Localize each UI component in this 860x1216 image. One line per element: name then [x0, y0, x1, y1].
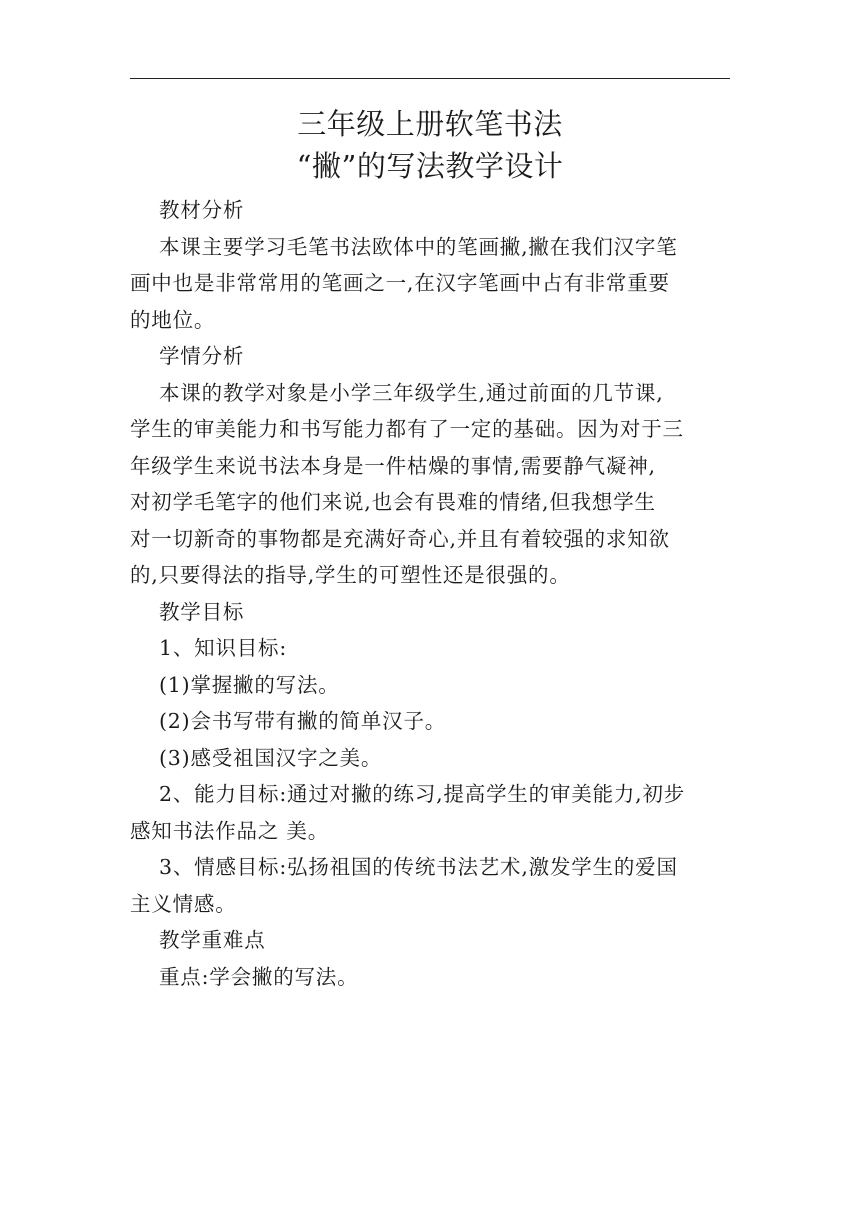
paragraph-line: 对一切新奇的事物都是充满好奇心,并且有着较强的求知欲	[130, 526, 670, 551]
paragraph-line: 2、能力目标:通过对撇的练习,提高学生的审美能力,初步	[159, 782, 686, 806]
paragraph-line: 对初学毛笔字的他们来说,也会有畏难的情绪,但我想学生	[130, 490, 656, 514]
goal-subitem-2: (2)会书写带有撇的简单汉子。	[159, 709, 447, 733]
section-heading-student-analysis: 学情分析	[159, 344, 245, 368]
title-line-1: 三年级上册软笔书法	[297, 107, 563, 141]
goal-item-ability	[130, 776, 736, 849]
paragraph-student-analysis	[130, 375, 736, 594]
paragraph-line: 感知书法作品之 美。	[130, 818, 330, 843]
goal-subitem-3: (3)感受祖国汉字之美。	[159, 745, 383, 770]
document-title	[130, 103, 730, 187]
title-line-2: “撇”的写法教学设计	[296, 149, 564, 183]
paragraph-line: 本课的教学对象是小学三年级学生,通过前面的几节课,	[159, 380, 664, 405]
paragraph-line: 的地位。	[130, 307, 216, 332]
goal-subitem-1: (1)掌握撇的写法。	[159, 672, 340, 697]
paragraph-line: 画中也是非常常用的笔画之一,在汉字笔画中占有非常重要	[130, 271, 670, 295]
document-body	[130, 192, 736, 995]
goal-item-knowledge: 1、知识目标:	[159, 636, 288, 660]
section-heading-key-points: 教学重难点	[159, 928, 266, 952]
section-heading-textbook-analysis: 教材分析	[159, 198, 245, 222]
paragraph-line: 学生的审美能力和书写能力都有了一定的基础。因为对于三	[130, 417, 684, 441]
paragraph-line: 年级学生来说书法本身是一件枯燥的事情,需要静气凝神,	[130, 453, 656, 478]
paragraph-line: 的,只要得法的指导,学生的可塑性还是很强的。	[130, 563, 571, 587]
paragraph-line: 本课主要学习毛笔书法欧体中的笔画撇,撇在我们汉字笔	[159, 234, 678, 259]
header-rule	[130, 78, 730, 79]
paragraph-line: 3、情感目标:弘扬祖国的传统书法艺术,激发学生的爱国	[159, 855, 678, 879]
goal-item-emotion	[130, 849, 736, 922]
paragraph-textbook-analysis	[130, 229, 736, 339]
key-point-item: 重点:学会撇的写法。	[159, 964, 359, 989]
paragraph-line: 主义情感。	[130, 891, 237, 916]
section-heading-teaching-goals: 教学目标	[159, 599, 245, 624]
